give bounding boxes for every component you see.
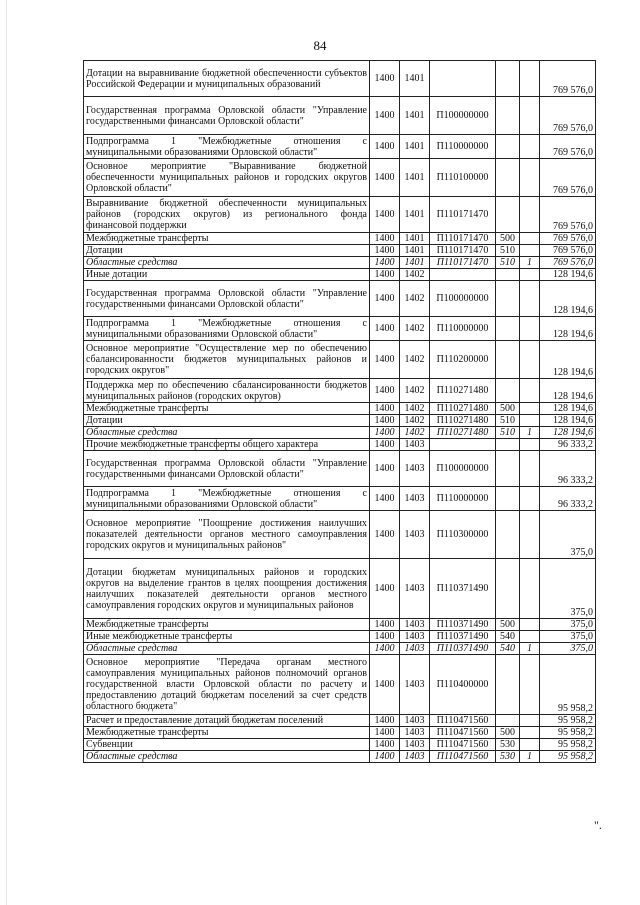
row-section-code: 1400 xyxy=(370,727,400,739)
row-subsection-code: 1403 xyxy=(400,751,430,763)
row-expense-type-code: 510 xyxy=(496,427,520,439)
row-name: Дотации бюджетам муниципальных районов и городских округов на выделение грантов в целях поощрения достижения наилучших показателей деятельности органов местного самоуправления городских округов и муниципальных районов xyxy=(84,559,370,619)
row-name: Межбюджетные трансферты xyxy=(84,619,370,631)
row-section-code: 1400 xyxy=(370,197,400,233)
row-amount: 769 576,0 xyxy=(540,197,596,233)
table-row xyxy=(84,61,596,97)
table-row xyxy=(84,257,596,269)
table-row xyxy=(84,631,596,643)
row-target-article-code xyxy=(430,269,496,281)
row-amount: 128 194,6 xyxy=(540,427,596,439)
row-amount: 96 333,2 xyxy=(540,439,596,451)
row-funding-source-code xyxy=(520,135,540,159)
row-funding-source-code xyxy=(520,159,540,197)
row-expense-type-code: 530 xyxy=(496,739,520,751)
row-target-article-code: П110000000 xyxy=(430,317,496,341)
row-name: Подпрограмма 1 "Межбюджетные отношения с муниципальными образованиями Орловской области" xyxy=(84,317,370,341)
table-row xyxy=(84,379,596,403)
table-row xyxy=(84,135,596,159)
row-name: Иные межбюджетные трансферты xyxy=(84,631,370,643)
row-target-article-code: П110471560 xyxy=(430,715,496,727)
row-expense-type-code: 510 xyxy=(496,245,520,257)
row-subsection-code: 1402 xyxy=(400,415,430,427)
row-funding-source-code: 1 xyxy=(520,643,540,655)
row-subsection-code: 1403 xyxy=(400,511,430,559)
row-subsection-code: 1402 xyxy=(400,281,430,317)
row-name: Субвенции xyxy=(84,739,370,751)
row-expense-type-code xyxy=(496,451,520,487)
row-expense-type-code: 510 xyxy=(496,415,520,427)
row-expense-type-code xyxy=(496,341,520,379)
row-amount: 375,0 xyxy=(540,619,596,631)
table-row xyxy=(84,427,596,439)
row-amount: 128 194,6 xyxy=(540,269,596,281)
row-expense-type-code xyxy=(496,559,520,619)
row-expense-type-code xyxy=(496,135,520,159)
row-funding-source-code xyxy=(520,245,540,257)
row-amount: 375,0 xyxy=(540,511,596,559)
table-row xyxy=(84,403,596,415)
row-subsection-code: 1402 xyxy=(400,317,430,341)
row-amount: 769 576,0 xyxy=(540,245,596,257)
row-amount: 769 576,0 xyxy=(540,135,596,159)
row-funding-source-code xyxy=(520,487,540,511)
row-expense-type-code xyxy=(496,269,520,281)
row-target-article-code: П110271480 xyxy=(430,403,496,415)
row-subsection-code: 1401 xyxy=(400,159,430,197)
row-section-code: 1400 xyxy=(370,619,400,631)
row-funding-source-code xyxy=(520,281,540,317)
row-subsection-code: 1403 xyxy=(400,439,430,451)
row-subsection-code: 1401 xyxy=(400,97,430,135)
row-funding-source-code xyxy=(520,619,540,631)
table-row xyxy=(84,451,596,487)
row-section-code: 1400 xyxy=(370,451,400,487)
row-expense-type-code: 500 xyxy=(496,619,520,631)
row-target-article-code: П110171470 xyxy=(430,257,496,269)
row-section-code: 1400 xyxy=(370,233,400,245)
row-section-code: 1400 xyxy=(370,559,400,619)
row-expense-type-code xyxy=(496,715,520,727)
row-target-article-code: П110171470 xyxy=(430,197,496,233)
row-funding-source-code xyxy=(520,727,540,739)
row-funding-source-code xyxy=(520,269,540,281)
row-target-article-code: П100000000 xyxy=(430,451,496,487)
table-row xyxy=(84,97,596,135)
row-target-article-code: П110000000 xyxy=(430,135,496,159)
row-funding-source-code xyxy=(520,439,540,451)
row-name: Межбюджетные трансферты xyxy=(84,403,370,415)
row-target-article-code: П110171470 xyxy=(430,245,496,257)
row-subsection-code: 1403 xyxy=(400,559,430,619)
row-section-code: 1400 xyxy=(370,439,400,451)
row-section-code: 1400 xyxy=(370,281,400,317)
row-amount: 769 576,0 xyxy=(540,97,596,135)
row-subsection-code: 1403 xyxy=(400,631,430,643)
row-amount: 769 576,0 xyxy=(540,159,596,197)
row-target-article-code: П110400000 xyxy=(430,655,496,715)
row-subsection-code: 1402 xyxy=(400,269,430,281)
row-subsection-code: 1403 xyxy=(400,619,430,631)
row-funding-source-code xyxy=(520,715,540,727)
table-row xyxy=(84,439,596,451)
table-row xyxy=(84,739,596,751)
row-section-code: 1400 xyxy=(370,715,400,727)
row-name: Подпрограмма 1 "Межбюджетные отношения с муниципальными образованиями Орловской области" xyxy=(84,487,370,511)
row-name: Основное мероприятие "Передача органам местного самоуправления муниципальных районов полномочий органов государственной власти Орловской области по расчету и предоставлению дотаций бюджетам поселений за счет средств областного бюджета" xyxy=(84,655,370,715)
row-name: Выравнивание бюджетной обеспеченности муниципальных районов (городских округов) из регионального фонда финансовой поддержки xyxy=(84,197,370,233)
row-section-code: 1400 xyxy=(370,135,400,159)
row-section-code: 1400 xyxy=(370,487,400,511)
row-name: Основное мероприятие "Осуществление мер по обеспечению сбалансированности бюджетов муниципальных районов и городских округов" xyxy=(84,341,370,379)
row-target-article-code: П110471560 xyxy=(430,751,496,763)
row-funding-source-code: 1 xyxy=(520,427,540,439)
row-target-article-code: П110371490 xyxy=(430,559,496,619)
row-funding-source-code xyxy=(520,511,540,559)
row-funding-source-code: 1 xyxy=(520,751,540,763)
row-funding-source-code xyxy=(520,97,540,135)
row-target-article-code: П110300000 xyxy=(430,511,496,559)
row-section-code: 1400 xyxy=(370,379,400,403)
row-amount: 128 194,6 xyxy=(540,379,596,403)
row-funding-source-code xyxy=(520,197,540,233)
row-amount: 769 576,0 xyxy=(540,61,596,97)
row-target-article-code: П110200000 xyxy=(430,341,496,379)
row-expense-type-code: 510 xyxy=(496,257,520,269)
row-amount: 128 194,6 xyxy=(540,281,596,317)
table-row xyxy=(84,317,596,341)
row-amount: 95 958,2 xyxy=(540,727,596,739)
row-name: Подпрограмма 1 "Межбюджетные отношения с муниципальными образованиями Орловской области" xyxy=(84,135,370,159)
table-row xyxy=(84,197,596,233)
row-target-article-code: П100000000 xyxy=(430,281,496,317)
row-funding-source-code xyxy=(520,317,540,341)
row-section-code: 1400 xyxy=(370,61,400,97)
row-section-code: 1400 xyxy=(370,245,400,257)
row-subsection-code: 1402 xyxy=(400,403,430,415)
row-name: Государственная программа Орловской области "Управление государственными финансами Орловской области" xyxy=(84,281,370,317)
row-funding-source-code xyxy=(520,559,540,619)
table-row xyxy=(84,281,596,317)
row-amount: 375,0 xyxy=(540,631,596,643)
row-section-code: 1400 xyxy=(370,269,400,281)
table-row xyxy=(84,159,596,197)
row-name: Государственная программа Орловской области "Управление государственными финансами Орловской области" xyxy=(84,451,370,487)
row-expense-type-code xyxy=(496,97,520,135)
row-target-article-code: П110171470 xyxy=(430,233,496,245)
row-expense-type-code: 500 xyxy=(496,727,520,739)
row-target-article-code: П110100000 xyxy=(430,159,496,197)
row-target-article-code: П110371490 xyxy=(430,631,496,643)
row-target-article-code xyxy=(430,61,496,97)
row-section-code: 1400 xyxy=(370,631,400,643)
row-amount: 95 958,2 xyxy=(540,739,596,751)
table-row xyxy=(84,511,596,559)
row-name: Дотации на выравнивание бюджетной обеспеченности субъектов Российской Федерации и муниципальных образований xyxy=(84,61,370,97)
row-amount: 128 194,6 xyxy=(540,317,596,341)
row-target-article-code: П110000000 xyxy=(430,487,496,511)
table-row xyxy=(84,655,596,715)
row-name: Дотации xyxy=(84,415,370,427)
row-subsection-code: 1401 xyxy=(400,197,430,233)
row-expense-type-code: 540 xyxy=(496,643,520,655)
row-subsection-code: 1401 xyxy=(400,245,430,257)
row-subsection-code: 1401 xyxy=(400,233,430,245)
row-name: Основное мероприятие "Выравнивание бюджетной обеспеченности муниципальных районов и городских округов Орловской области" xyxy=(84,159,370,197)
row-target-article-code: П110271480 xyxy=(430,427,496,439)
row-amount: 769 576,0 xyxy=(540,233,596,245)
table-row xyxy=(84,341,596,379)
row-amount: 95 958,2 xyxy=(540,715,596,727)
table-row xyxy=(84,233,596,245)
row-name: Иные дотации xyxy=(84,269,370,281)
table-row xyxy=(84,715,596,727)
row-expense-type-code: 530 xyxy=(496,751,520,763)
row-name: Межбюджетные трансферты xyxy=(84,233,370,245)
row-subsection-code: 1402 xyxy=(400,379,430,403)
row-amount: 375,0 xyxy=(540,559,596,619)
row-section-code: 1400 xyxy=(370,257,400,269)
table-row xyxy=(84,415,596,427)
row-section-code: 1400 xyxy=(370,751,400,763)
row-amount: 769 576,0 xyxy=(540,257,596,269)
closing-quote-mark: ". xyxy=(594,818,602,832)
row-section-code: 1400 xyxy=(370,427,400,439)
row-expense-type-code: 500 xyxy=(496,403,520,415)
row-section-code: 1400 xyxy=(370,159,400,197)
row-name: Областные средства xyxy=(84,751,370,763)
row-target-article-code: П100000000 xyxy=(430,97,496,135)
row-expense-type-code xyxy=(496,281,520,317)
row-section-code: 1400 xyxy=(370,511,400,559)
page-number: 84 xyxy=(313,38,327,53)
table-row xyxy=(84,559,596,619)
row-amount: 96 333,2 xyxy=(540,451,596,487)
row-section-code: 1400 xyxy=(370,655,400,715)
row-funding-source-code xyxy=(520,379,540,403)
row-section-code: 1400 xyxy=(370,739,400,751)
row-target-article-code: П110271480 xyxy=(430,415,496,427)
row-target-article-code: П110271480 xyxy=(430,379,496,403)
row-name: Областные средства xyxy=(84,427,370,439)
row-subsection-code: 1403 xyxy=(400,451,430,487)
table-row xyxy=(84,727,596,739)
row-target-article-code: П110371490 xyxy=(430,619,496,631)
row-amount: 128 194,6 xyxy=(540,403,596,415)
row-funding-source-code: 1 xyxy=(520,257,540,269)
row-name: Прочие межбюджетные трансферты общего характера xyxy=(84,439,370,451)
row-subsection-code: 1402 xyxy=(400,427,430,439)
row-target-article-code: П110371490 xyxy=(430,643,496,655)
row-name: Поддержка мер по обеспечению сбалансированности бюджетов муниципальных районов (городских округов) xyxy=(84,379,370,403)
scan-edge-line xyxy=(6,0,7,905)
table-row xyxy=(84,751,596,763)
row-expense-type-code: 540 xyxy=(496,631,520,643)
row-subsection-code: 1403 xyxy=(400,715,430,727)
row-section-code: 1400 xyxy=(370,643,400,655)
row-target-article-code xyxy=(430,439,496,451)
budget-table xyxy=(83,60,596,763)
row-subsection-code: 1402 xyxy=(400,341,430,379)
row-expense-type-code xyxy=(496,439,520,451)
row-amount: 128 194,6 xyxy=(540,415,596,427)
row-section-code: 1400 xyxy=(370,341,400,379)
row-section-code: 1400 xyxy=(370,97,400,135)
row-funding-source-code xyxy=(520,739,540,751)
row-funding-source-code xyxy=(520,655,540,715)
row-subsection-code: 1401 xyxy=(400,61,430,97)
row-target-article-code: П110471560 xyxy=(430,727,496,739)
row-section-code: 1400 xyxy=(370,403,400,415)
row-amount: 375,0 xyxy=(540,643,596,655)
row-subsection-code: 1401 xyxy=(400,257,430,269)
row-name: Дотации xyxy=(84,245,370,257)
row-amount: 128 194,6 xyxy=(540,341,596,379)
row-funding-source-code xyxy=(520,341,540,379)
row-name: Межбюджетные трансферты xyxy=(84,727,370,739)
row-expense-type-code xyxy=(496,655,520,715)
table-row xyxy=(84,245,596,257)
row-name: Государственная программа Орловской области "Управление государственными финансами Орловской области" xyxy=(84,97,370,135)
budget-table-body xyxy=(84,61,596,763)
row-amount: 95 958,2 xyxy=(540,655,596,715)
row-target-article-code: П110471560 xyxy=(430,739,496,751)
row-name: Расчет и предоставление дотаций бюджетам поселений xyxy=(84,715,370,727)
row-funding-source-code xyxy=(520,631,540,643)
row-expense-type-code xyxy=(496,379,520,403)
row-expense-type-code xyxy=(496,159,520,197)
row-section-code: 1400 xyxy=(370,317,400,341)
row-funding-source-code xyxy=(520,233,540,245)
row-subsection-code: 1403 xyxy=(400,727,430,739)
row-expense-type-code xyxy=(496,511,520,559)
row-name: Основное мероприятие "Поощрение достижения наилучших показателей деятельности органов местного самоуправления городских округов и муниципальных районов" xyxy=(84,511,370,559)
row-funding-source-code xyxy=(520,415,540,427)
row-subsection-code: 1401 xyxy=(400,135,430,159)
row-name: Областные средства xyxy=(84,643,370,655)
row-name: Областные средства xyxy=(84,257,370,269)
row-funding-source-code xyxy=(520,403,540,415)
row-subsection-code: 1403 xyxy=(400,487,430,511)
row-funding-source-code xyxy=(520,61,540,97)
row-expense-type-code xyxy=(496,487,520,511)
table-row xyxy=(84,619,596,631)
row-subsection-code: 1403 xyxy=(400,643,430,655)
row-expense-type-code xyxy=(496,317,520,341)
row-expense-type-code: 500 xyxy=(496,233,520,245)
row-amount: 95 958,2 xyxy=(540,751,596,763)
table-row xyxy=(84,269,596,281)
row-funding-source-code xyxy=(520,451,540,487)
row-expense-type-code xyxy=(496,61,520,97)
row-expense-type-code xyxy=(496,197,520,233)
row-subsection-code: 1403 xyxy=(400,655,430,715)
table-row xyxy=(84,643,596,655)
row-amount: 96 333,2 xyxy=(540,487,596,511)
table-row xyxy=(84,487,596,511)
row-subsection-code: 1403 xyxy=(400,739,430,751)
row-section-code: 1400 xyxy=(370,415,400,427)
